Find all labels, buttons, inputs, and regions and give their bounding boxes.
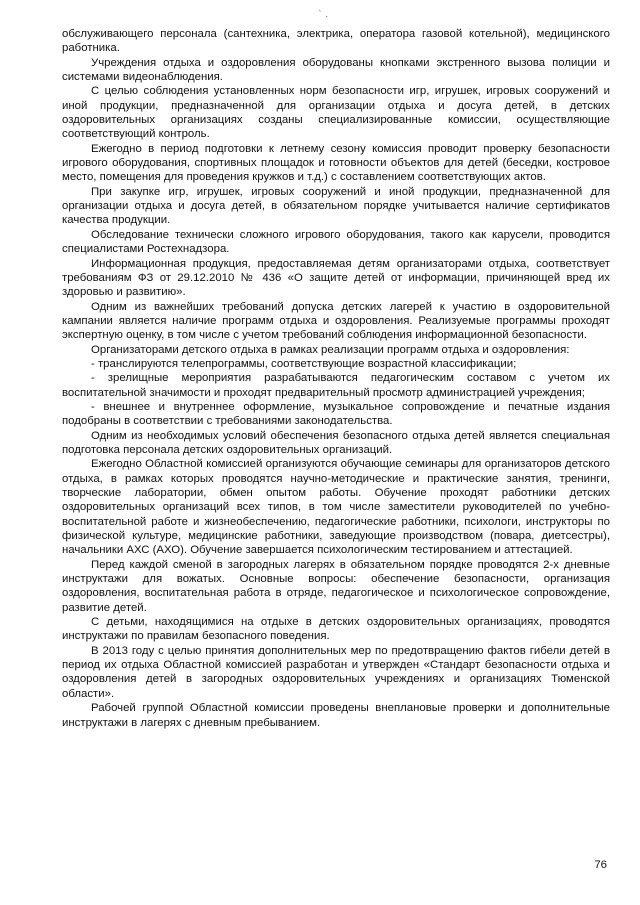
paragraph-unscheduled-checks: Рабочей группой Областной комиссии проведены внеплановые проверки и дополнительные инструктажи в лагерях с дневным пребыванием. <box>62 702 610 729</box>
page-number: 76 <box>594 859 607 871</box>
paragraph-certificates: При закупке игр, игрушек, игровых сооружений и иной продукции, предназначенной для организации отдыха и досуга детей, в обязательном порядке учитывается наличие сертификатов качества продукции. <box>62 185 610 227</box>
paragraph-annual-inspection: Ежегодно в период подготовки к летнему сезону комиссия проводит проверку безопасности игрового оборудования, спортивных площадок и готовности объектов для детей (беседки, костровое место, помещения для проведения кружков и т.д.) с составлением соответствующих актов. <box>62 142 610 184</box>
paragraph-programs-requirement: Одним из важнейших требований допуска детских лагерей к участию в оздоровительной кампании является наличие программ отдыха и оздоровления. Реализуемые программы проходят экспертную оценку, в том числе с учетом требований соблюдения информационной безопасности. <box>62 300 610 342</box>
paragraph-emergency-buttons: Учреждения отдыха и оздоровления оборудованы кнопками экстренного вызова полиции и системами видеонаблюдения. <box>62 56 610 84</box>
paragraph-safety-commissions: С целью соблюдения установленных норм безопасности игр, игрушек, игровых сооружений и иной продукции, предназначенной для организации отдыха и досуга детей, в детских оздоровительных организациях созданы специализированные комиссии, осуществляющие соответствующий контроль. <box>62 85 610 141</box>
paragraph-seminars: Ежегодно Областной комиссией организуются обучающие семинары для организаторов детского отдыха, в рамках которых проводятся научно-методические и практические занятия, тренинги, творческие лаборатории, обмен опытом работы. Обучение проходят работники детских оздоровительных организаций всех типов, в том числе заместители руководителей по учебно-воспитательной работе и жизнеобеспечению, педагогические работники, психологи, инструкторы по физической культуре, медицинские работники, заведующие производством (повара, диетсестры), начальники АХС (АХО). Обучение завершается психологическим тестированием и аттестацией. <box>62 458 610 557</box>
paragraph-organizers-intro: Организаторами детского отдыха в рамках реализации программ отдыха и оздоровления: <box>91 343 570 356</box>
paragraph-child-briefings: С детьми, находящимися на отдыхе в детских оздоровительных организациях, проводятся инструктажи по правилам безопасного поведения. <box>62 616 610 643</box>
document-body <box>62 27 610 730</box>
paragraph-staff-training: Одним из необходимых условий обеспечения безопасного отдыха детей является специальная подготовка персонала детских оздоровительных организаций. <box>62 429 610 456</box>
paragraph-staff-continuation: обслуживающего персонала (сантехника, электрика, оператора газовой котельной), медицинского работника. <box>62 28 610 55</box>
list-item-tv-programs: - транслируются телепрограммы, соответствующие возрастной классификации; <box>91 357 517 370</box>
paragraph-information-products: Информационная продукция, предоставляемая детям организаторами отдыха, соответствует требованиям ФЗ от 29.12.2010 № 436 «О защите детей от информации, причиняющей вред их здоровью и развитию». <box>62 257 610 299</box>
paragraph-rostekhnadzor: Обследование технически сложного игрового оборудования, такого как карусели, проводится специалистами Ростехнадзора. <box>62 228 610 256</box>
paragraph-safety-standard-2013: В 2013 году с целью принятия дополнительных мер по предотвращению фактов гибели детей в период их отдыха Областной комиссией разработан и утвержден «Стандарт безопасности отдыха и оздоровления детей в загородных оздоровительных учреждениях и организациях Тюменской области». <box>62 644 610 700</box>
list-item-events: - зрелищные мероприятия разрабатываются педагогическим составом с учетом их воспитательной значимости и проходят предварительный просмотр администрацией учреждения; <box>62 372 610 399</box>
list-item-design-and-print: - внешнее и внутреннее оформление, музыкальное сопровождение и печатные издания подобраны в соответствии с требованиями законодательства. <box>62 400 610 428</box>
paragraph-counselor-briefings: Перед каждой сменой в загородных лагерях в обязательном порядке проводятся 2-х дневные инструктажи для вожатых. Основные вопросы: обеспечение безопасности, организация оздоровления, воспитательная работа в отряде, педагогическое и психологическое сопровождение, развитие детей. <box>62 558 610 614</box>
scan-mark: ` . <box>318 10 329 20</box>
